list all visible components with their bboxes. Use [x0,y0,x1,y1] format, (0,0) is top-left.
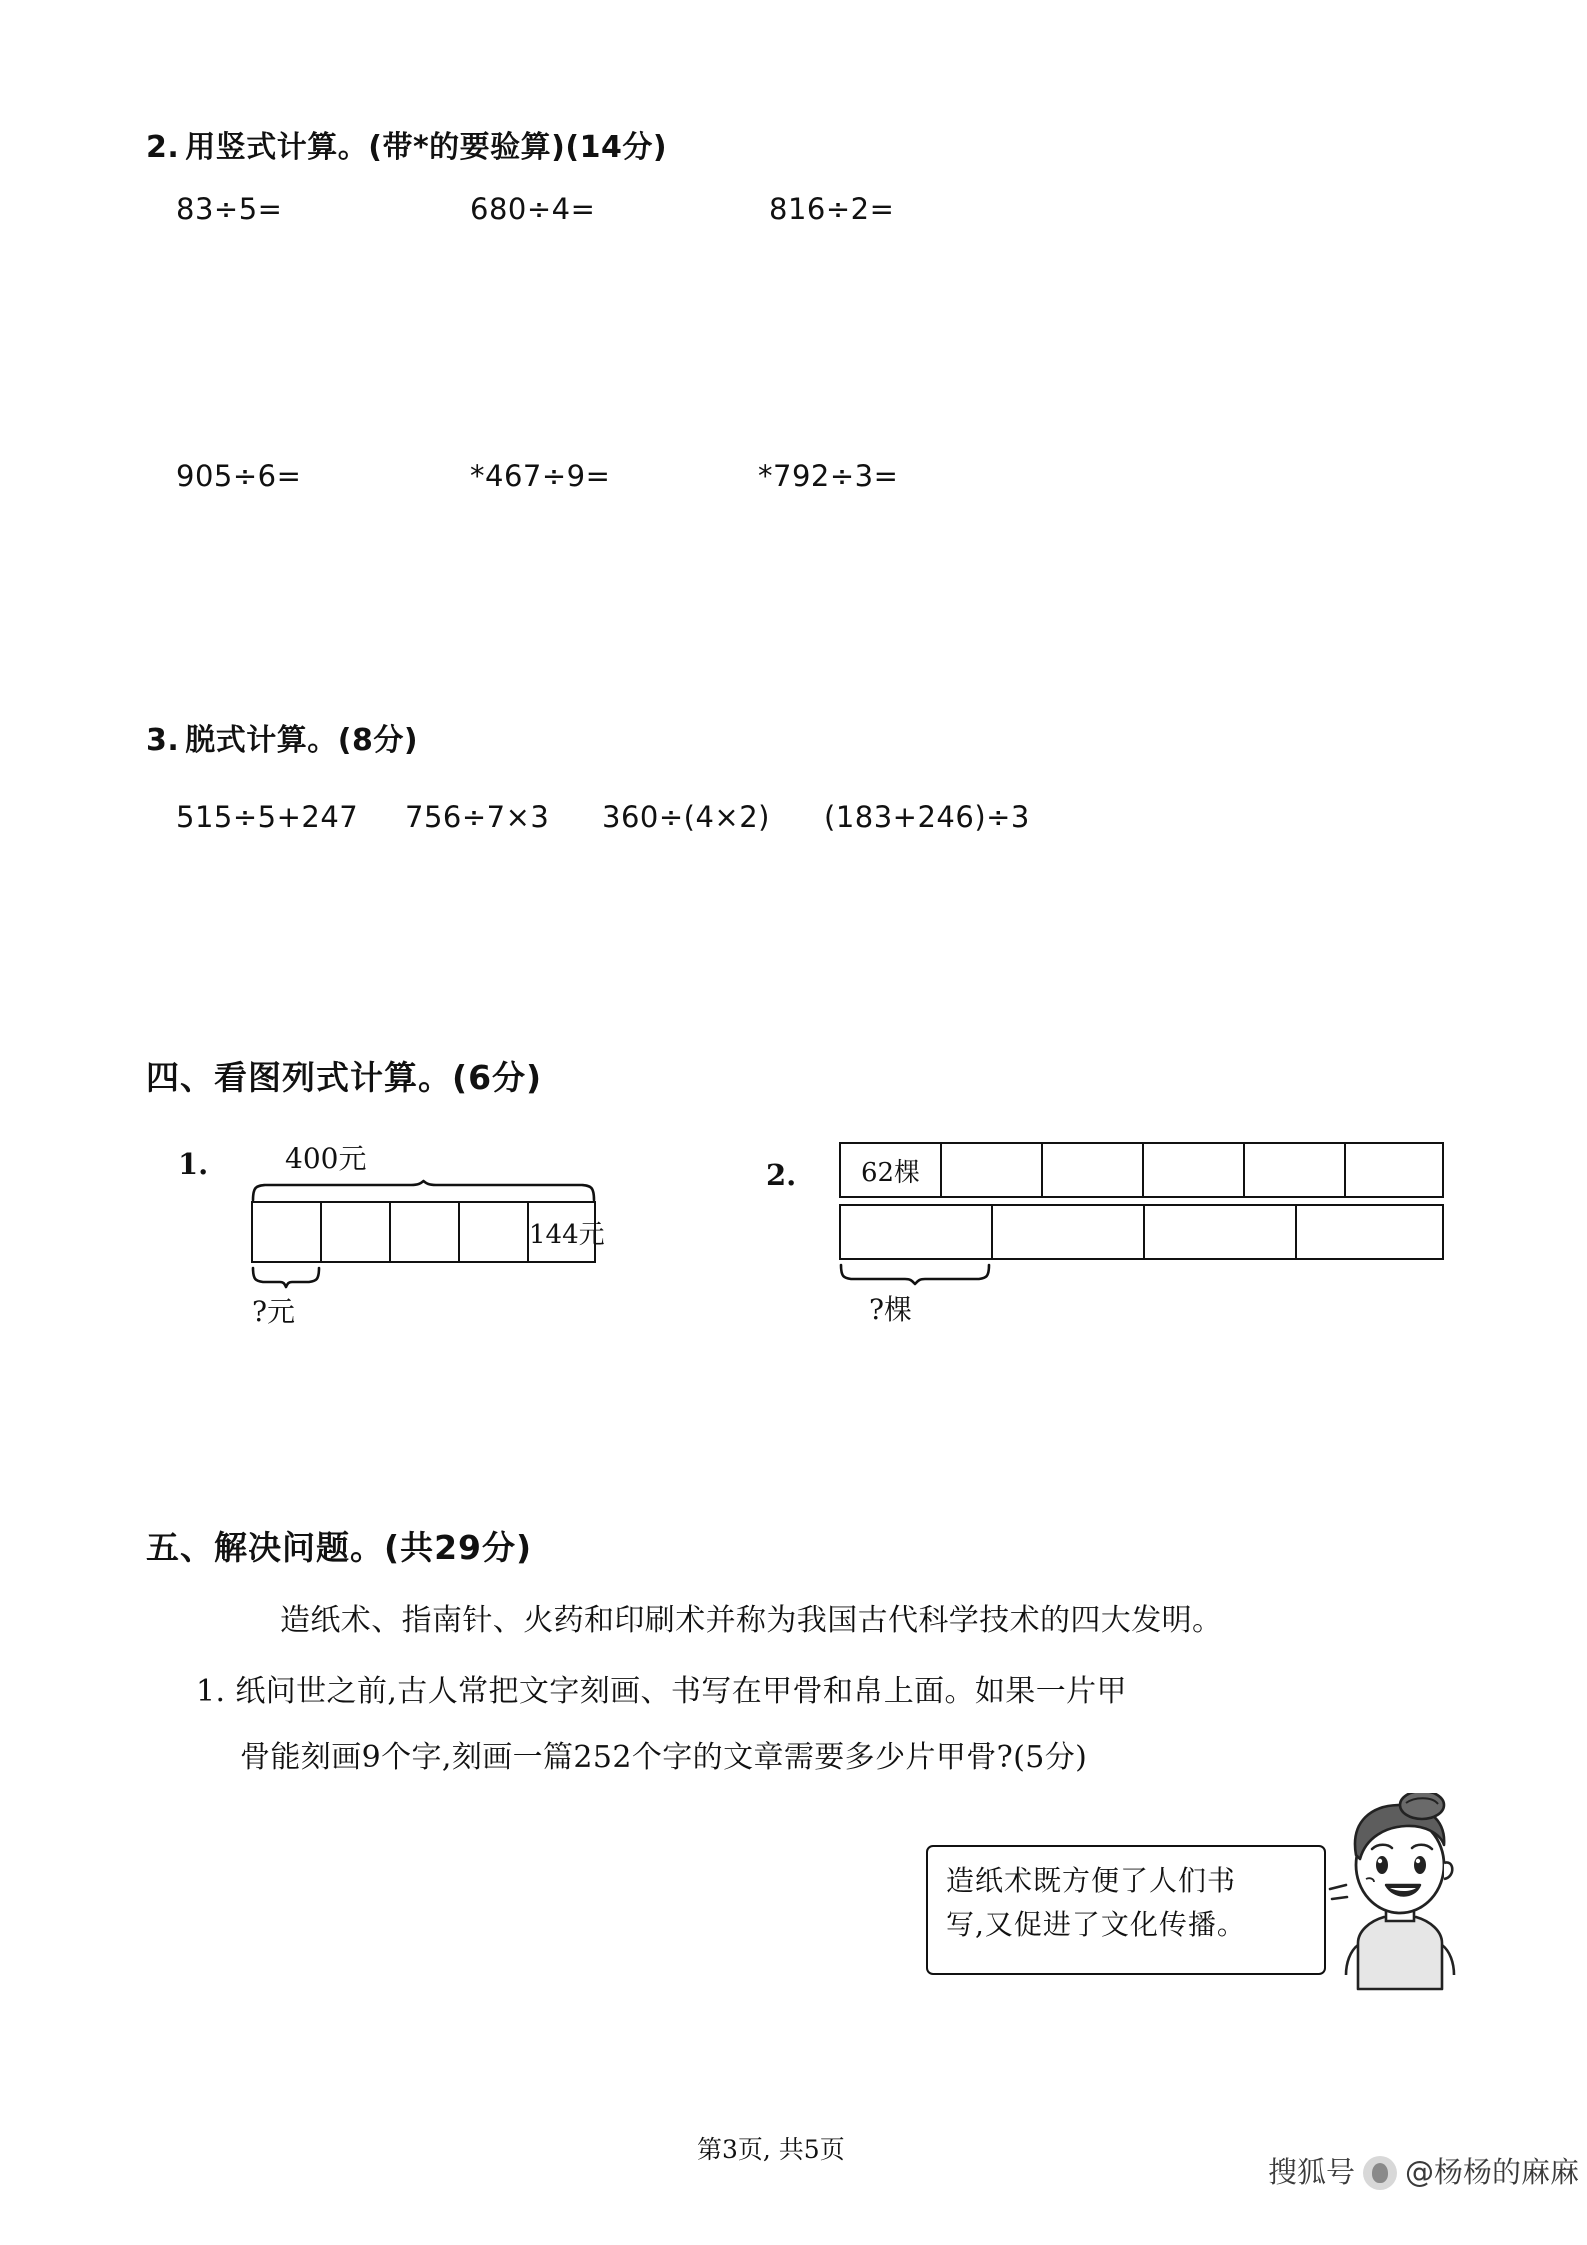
q3-problem-1: 515÷5+247 [176,800,359,834]
section4-item1-bar-cell-5: 144元 [529,1219,605,1250]
q2-problem-6: *792÷3= [758,459,899,493]
section4-item1-number: 1. [178,1147,209,1181]
section4-item2-bottom-brace [839,1263,991,1285]
section4-item1-top-label: 400元 [285,1142,367,1175]
section4-item2-top-bar-cell-5 [1245,1144,1346,1196]
section-5-heading: 五、解决问题。(共29分) [146,1528,533,1567]
question-2-title: 用竖式计算。(带*的要验算)(14分) [185,130,668,165]
speech-bubble [926,1845,1326,1975]
q2-problem-4: 905÷6= [176,459,302,493]
question-2-number: 2. [146,130,180,165]
section4-item2-bottom-bar-cell-4 [1297,1206,1446,1258]
section4-item1-bar [251,1201,605,1263]
section4-item2-top-bar-cell-3 [1043,1144,1144,1196]
section4-item2-bottom-label: ?棵 [869,1293,913,1326]
section4-item1-bar-cell-1 [253,1203,322,1261]
q2-problem-3: 816÷2= [769,192,895,226]
cartoon-boy-illustration [1320,1793,1480,1997]
speech-bubble-line2: 写,又促进了文化传播。 [946,1908,1246,1941]
section4-item1-bar-cell-2 [322,1203,391,1261]
section4-item1-bar-cell-4 [460,1203,529,1261]
section4-item1-bottom-label: ?元 [252,1295,296,1328]
question-3-title: 脱式计算。(8分) [185,723,419,758]
section4-item2-bottom-bar [839,1204,1444,1260]
q2-problem-5: *467÷9= [470,459,611,493]
section4-item2-number: 2. [766,1158,797,1192]
section4-item1-top-brace [251,1180,596,1202]
q2-problem-1: 83÷5= [176,192,283,226]
section4-item2-top-bar [839,1142,1444,1198]
section4-item2-top-bar-cell-2 [942,1144,1043,1196]
sohu-logo-icon [1363,2156,1397,2190]
q3-problem-3: 360÷(4×2) [602,800,770,834]
section4-item1-bottom-brace [251,1266,321,1288]
section5-q1-line1: 1. 纸问世之前,古人常把文字刻画、书写在甲骨和帛上面。如果一片甲 [196,1674,1127,1709]
section4-item2-bottom-bar-cell-2 [993,1206,1145,1258]
section4-item2-top-bar-cell-6 [1346,1144,1446,1196]
question-2-heading [146,122,667,166]
section4-item2-top-bar-cell-1: 62棵 [841,1144,942,1196]
watermark-name: @杨杨的麻麻 [1405,2155,1580,2189]
question-3-number: 3. [146,723,180,758]
section5-intro: 造纸术、指南针、火药和印刷术并称为我国古代科学技术的四大发明。 [280,1603,1223,1638]
watermark-prefix: 搜狐号 [1268,2155,1356,2189]
section-4-heading: 四、看图列式计算。(6分) [146,1058,543,1097]
watermark [1268,2150,1579,2191]
question-3-heading [146,715,418,759]
section4-item2-bottom-bar-cell-3 [1145,1206,1297,1258]
q2-problem-2: 680÷4= [470,192,596,226]
q3-problem-4: (183+246)÷3 [824,800,1030,834]
speech-bubble-line1: 造纸术既方便了人们书 [946,1864,1237,1897]
section4-item1-bar-cell-3 [391,1203,460,1261]
section4-item2-top-bar-cell-4 [1144,1144,1245,1196]
section5-q1-line2: 骨能刻画9个字,刻画一篇252个字的文章需要多少片甲骨?(5分) [240,1740,1088,1775]
footer-page-number: 第3页, 共5页 [697,2135,845,2164]
q3-problem-2: 756÷7×3 [405,800,550,834]
section4-item2-bottom-bar-cell-1 [841,1206,993,1258]
